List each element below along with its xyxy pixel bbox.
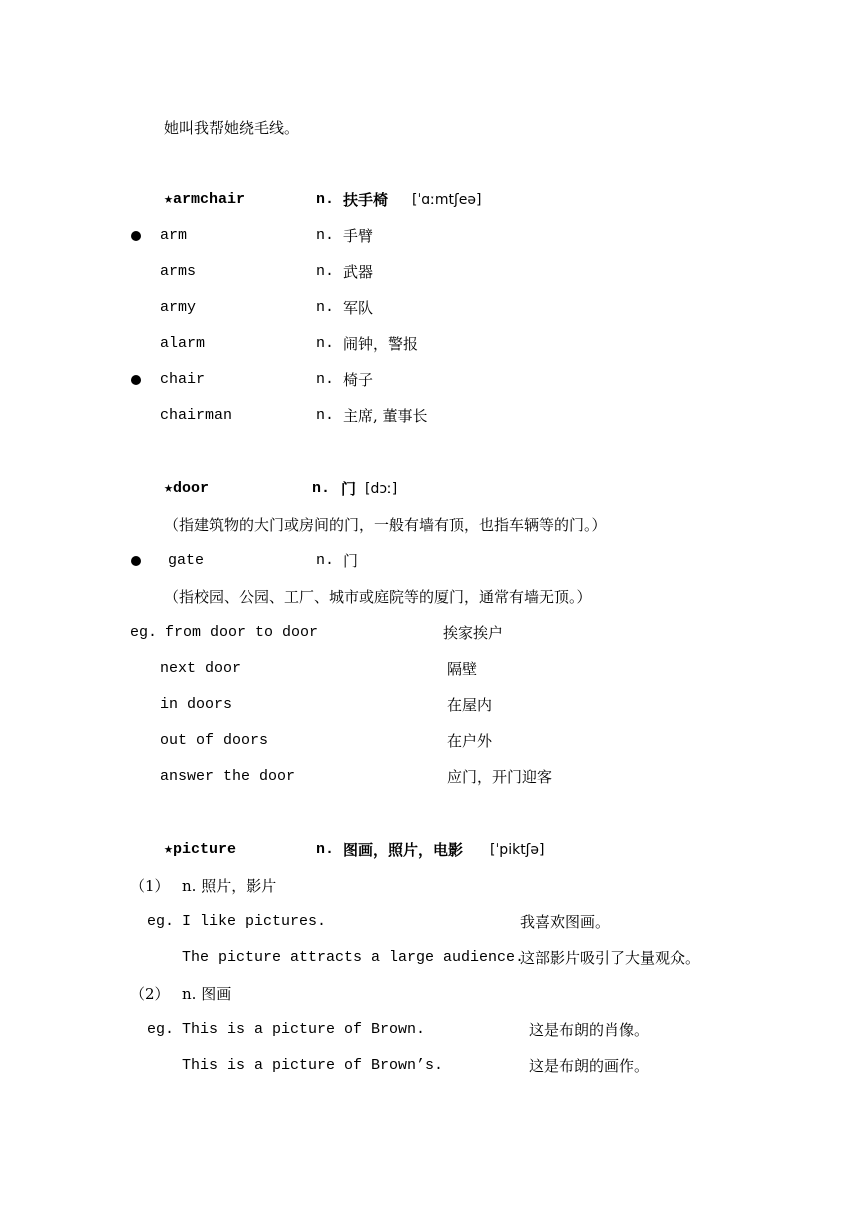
related-meaning: 武器 <box>343 263 374 281</box>
phrase-zh: 挨家挨户 <box>443 624 504 642</box>
related-word: alarm <box>160 335 206 352</box>
gate-word: gate <box>168 552 205 569</box>
armchair-meaning: 扶手椅 <box>343 191 389 209</box>
gate-pos: n. <box>316 552 335 569</box>
headword-armchair: ★armchair <box>164 191 246 208</box>
example-en: The picture attracts a large audience. <box>182 949 525 966</box>
related-meaning: 主席, 董事长 <box>343 407 428 425</box>
bullet-icon <box>131 231 141 241</box>
door-meaning: 门 <box>341 480 357 498</box>
phrase-en: in doors <box>160 696 233 713</box>
sense-text: n. 照片，影片 <box>182 877 277 895</box>
example-zh: 这部影片吸引了大量观众。 <box>520 949 701 967</box>
door-phonetic: [dɔː] <box>365 481 398 497</box>
phrase-en: out of doors <box>160 732 269 749</box>
phrase-zh: 在户外 <box>447 732 493 750</box>
related-word: arms <box>160 263 197 280</box>
example-en: This is a picture of Brown. <box>182 1021 426 1038</box>
related-meaning: 手臂 <box>343 227 374 245</box>
door-note: （指建筑物的大门或房间的门，一般有墙有顶，也指车辆等的门。） <box>164 516 607 534</box>
example-zh: 这是布朗的画作。 <box>529 1057 650 1075</box>
door-pos: n. <box>312 480 331 497</box>
picture-pos: n. <box>316 841 335 858</box>
sense-text: n. 图画 <box>182 985 232 1003</box>
related-meaning: 军队 <box>343 299 374 317</box>
related-meaning: 闹钟，警报 <box>343 335 419 353</box>
related-pos: n. <box>316 227 335 244</box>
bullet-icon <box>131 556 141 566</box>
intro-sentence: 她叫我帮她绕毛线。 <box>164 119 300 137</box>
phrase-zh: 应门，开门迎客 <box>447 768 553 786</box>
phrase-en: next door <box>160 660 242 677</box>
armchair-pos: n. <box>316 191 335 208</box>
picture-phonetic: [ˈpiktʃə] <box>490 842 545 858</box>
sense-number: （2） <box>130 985 170 1003</box>
related-pos: n. <box>316 335 335 352</box>
eg-label: eg. <box>130 624 158 641</box>
related-pos: n. <box>316 263 335 280</box>
related-word: chair <box>160 371 206 388</box>
phrase-en: from door to door <box>165 624 319 641</box>
related-word: arm <box>160 227 188 244</box>
picture-meaning: 图画，照片，电影 <box>343 841 464 859</box>
related-meaning: 椅子 <box>343 371 374 389</box>
phrase-zh: 隔壁 <box>447 660 478 678</box>
eg-label: eg. <box>147 1021 175 1038</box>
example-en: I like pictures. <box>182 913 327 930</box>
example-zh: 这是布朗的肖像。 <box>529 1021 650 1039</box>
related-pos: n. <box>316 299 335 316</box>
gate-note: （指校园、公园、工厂、城市或庭院等的厦门，通常有墙无顶。） <box>164 588 592 606</box>
headword-door: ★door <box>164 480 210 497</box>
sense-number: （1） <box>130 877 170 895</box>
related-word: chairman <box>160 407 233 424</box>
phrase-en: answer the door <box>160 768 296 785</box>
armchair-phonetic: [ˈɑːmtʃeə] <box>412 192 482 208</box>
related-pos: n. <box>316 371 335 388</box>
bullet-icon <box>131 375 141 385</box>
example-en: This is a picture of Brown’s. <box>182 1057 444 1074</box>
example-zh: 我喜欢图画。 <box>520 913 611 931</box>
eg-label: eg. <box>147 913 175 930</box>
gate-meaning: 门 <box>343 552 359 570</box>
phrase-zh: 在屋内 <box>447 696 493 714</box>
related-word: army <box>160 299 197 316</box>
headword-picture: ★picture <box>164 841 237 858</box>
related-pos: n. <box>316 407 335 424</box>
